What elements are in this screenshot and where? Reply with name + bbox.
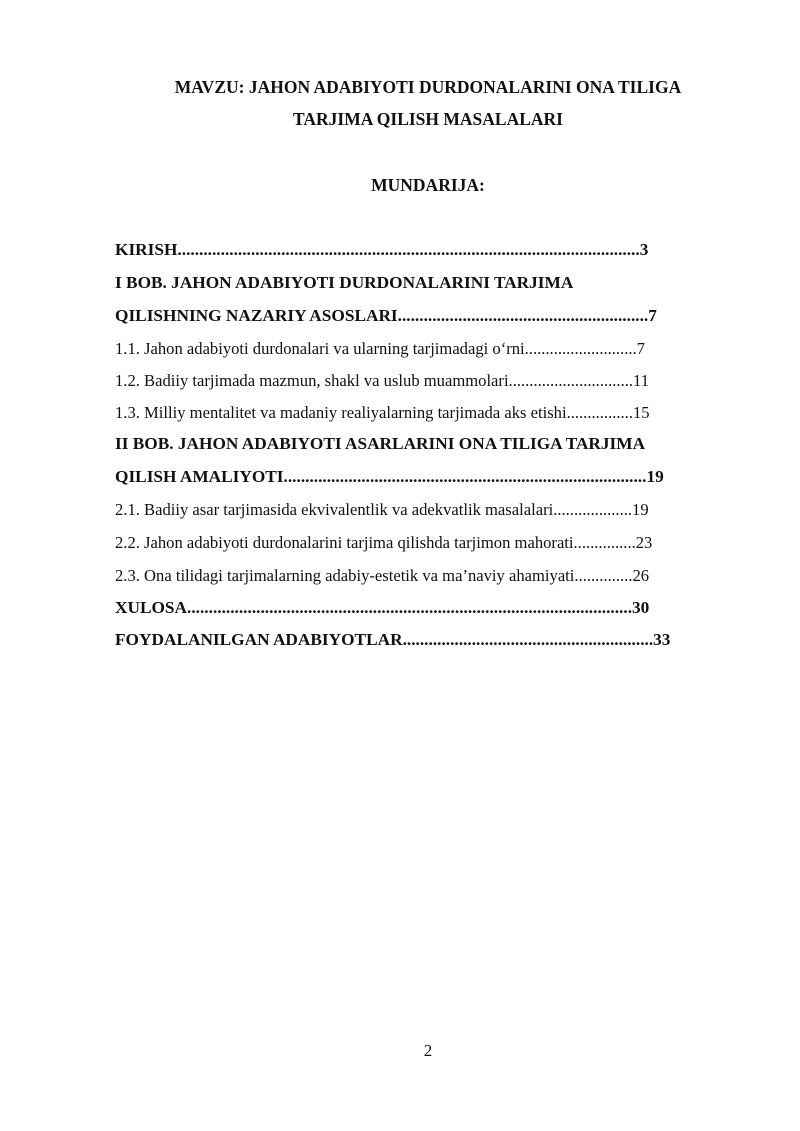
toc-entry-adabiyotlar: FOYDALANILGAN ADABIYOTLAR..........................................................33 xyxy=(115,630,671,649)
toc-entry-1-2: 1.2. Badiiy tarjimada mazmun, shakl va uslub muammolari..............................11 xyxy=(115,371,649,390)
document-title-line-1: MAVZU: JAHON ADABIYOTI DURDONALARINI ONA TILIGA xyxy=(174,77,682,97)
toc-heading: MUNDARIJA: xyxy=(371,175,485,195)
toc-entry-xulosa: XULOSA.......................................................................................................30 xyxy=(115,598,650,617)
toc-entry-1-3: 1.3. Milliy mentalitet va madaniy realiyalarning tarjimada aks etishi................15 xyxy=(115,403,650,422)
toc-entry-chapter-1-line-2: QILISHNING NAZARIY ASOSLARI..........................................................7 xyxy=(115,306,657,325)
toc-entry-1-1: 1.1. Jahon adabiyoti durdonalari va ularning tarjimadagi o‘rni...........................7 xyxy=(115,339,645,358)
toc-entry-2-1: 2.1. Badiiy asar tarjimasida ekvivalentlik va adekvatlik masalalari...................19 xyxy=(115,500,649,519)
toc-entry-chapter-2-line-1: II BOB. JAHON ADABIYOTI ASARLARINI ONA TILIGA TARJIMA xyxy=(115,434,646,453)
toc-entry-chapter-1-line-1: I BOB. JAHON ADABIYOTI DURDONALARINI TARJIMA xyxy=(115,273,574,292)
page-number: 2 xyxy=(423,1041,433,1060)
toc-entry-2-2: 2.2. Jahon adabiyoti durdonalarini tarjima qilishda tarjimon mahorati...............23 xyxy=(115,533,653,552)
toc-entry-kirish: KIRISH...........................................................................................................3 xyxy=(115,240,649,259)
toc-entry-2-3: 2.3. Ona tilidagi tarjimalarning adabiy-estetik va ma’naviy ahamiyati..............26 xyxy=(115,566,650,585)
toc-entry-chapter-2-line-2: QILISH AMALIYOTI....................................................................................19 xyxy=(115,467,664,486)
document-title-line-2: TARJIMA QILISH MASALALARI xyxy=(293,109,563,129)
